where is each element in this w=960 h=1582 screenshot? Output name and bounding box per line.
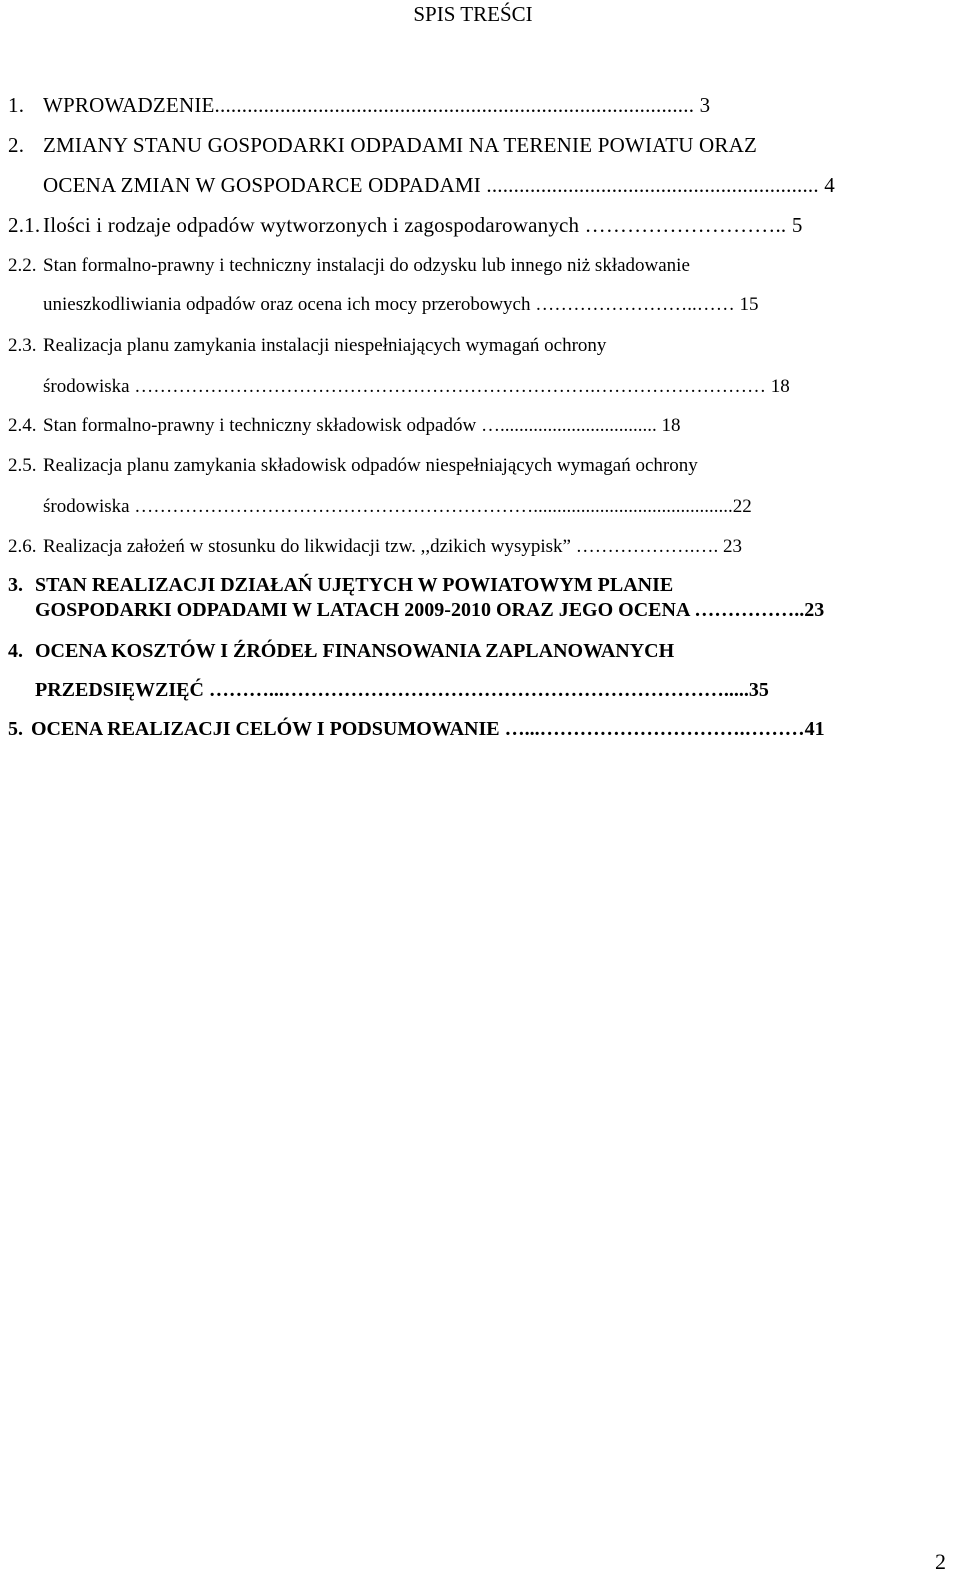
toc-entry-2-6 — [8, 537, 742, 556]
toc-entry-3 — [8, 575, 673, 595]
toc-entry-2-5-continuation — [43, 497, 752, 516]
toc-entry-text: środowiska ……………………………………………………………….……………………… 18 — [43, 376, 790, 397]
toc-entry-2-continuation — [43, 175, 835, 196]
toc-entry-text: OCENA KOSZTÓW I ŹRÓDEŁ FINANSOWANIA ZAPLANOWANYCH — [35, 640, 675, 662]
toc-entry-number: 2.2. — [8, 255, 37, 276]
toc-entry-text: WPROWADZENIE........................................................................................ 3 — [43, 93, 711, 117]
toc-entry-text: OCENA REALIZACJI CELÓW I PODSUMOWANIE …...………………………….………41 — [31, 718, 825, 740]
toc-entry-text: Realizacja założeń w stosunku do likwidacji tzw. ,,dzikich wysypisk” ……………….…. 23 — [43, 536, 742, 557]
toc-entry-text: PRZEDSIĘWZIĘĆ ………...………………………………………………………….....35 — [35, 679, 769, 701]
toc-entry-text: ZMIANY STANU GOSPODARKI ODPADAMI NA TERENIE POWIATU ORAZ — [43, 133, 758, 157]
toc-entry-5 — [8, 719, 825, 739]
toc-entry-text: Stan formalno-prawny i techniczny instalacji do odzysku lub innego niż składowanie — [43, 255, 690, 276]
toc-entry-number: 2. — [8, 133, 25, 157]
toc-entry-text: STAN REALIZACJI DZIAŁAŃ UJĘTYCH W POWIATOWYM PLANIE — [35, 574, 674, 596]
toc-entry-number: 5. — [8, 718, 23, 740]
toc-entry-text: unieszkodliwiania odpadów oraz ocena ich mocy przerobowych ……………………..…… 15 — [43, 294, 759, 315]
page-number: 2 — [935, 1549, 946, 1574]
toc-entry-2-4 — [8, 416, 680, 435]
toc-entry-text: Stan formalno-prawny i techniczny składowisk odpadów …................................. 18 — [43, 415, 681, 436]
toc-entry-number: 1. — [8, 93, 25, 117]
toc-entry-4 — [8, 641, 674, 661]
toc-entry-2-2 — [8, 256, 690, 275]
toc-entry-number: 3. — [8, 574, 23, 596]
toc-entry-number: 2.4. — [8, 415, 37, 436]
toc-entry-2-5 — [8, 456, 698, 475]
toc-entry-2-1 — [8, 215, 803, 236]
toc-entry-2-3 — [8, 336, 606, 355]
toc-entry-text: Realizacja planu zamykania instalacji niespełniających wymagań ochrony — [43, 335, 607, 356]
toc-entry-text: GOSPODARKI ODPADAMI W LATACH 2009-2010 ORAZ JEGO OCENA ……………..23 — [35, 599, 825, 621]
page-title: SPIS TREŚCI — [413, 2, 533, 26]
toc-entry-text: Realizacja planu zamykania składowisk odpadów niespełniających wymagań ochrony — [43, 455, 698, 476]
toc-entry-3-continuation — [35, 600, 824, 620]
toc-entry-4-continuation — [35, 680, 769, 700]
toc-entry-2-3-continuation — [43, 377, 790, 396]
toc-entry-number: 2.3. — [8, 335, 37, 356]
toc-entry-1 — [8, 95, 710, 116]
toc-entry-2 — [8, 135, 757, 156]
toc-entry-2-2-continuation — [43, 295, 759, 314]
toc-entry-number: 2.6. — [8, 536, 37, 557]
toc-entry-text: OCENA ZMIAN W GOSPODARCE ODPADAMI ............................................................. 4 — [43, 173, 835, 197]
toc-entry-number: 2.1. — [8, 213, 41, 237]
toc-entry-text: Ilości i rodzaje odpadów wytworzonych i zagospodarowanych ……………………….. 5 — [43, 213, 803, 237]
toc-entry-text: środowiska ………………………………………………………..........................................22 — [43, 496, 752, 517]
toc-entry-number: 2.5. — [8, 455, 37, 476]
toc-entry-number: 4. — [8, 640, 23, 662]
